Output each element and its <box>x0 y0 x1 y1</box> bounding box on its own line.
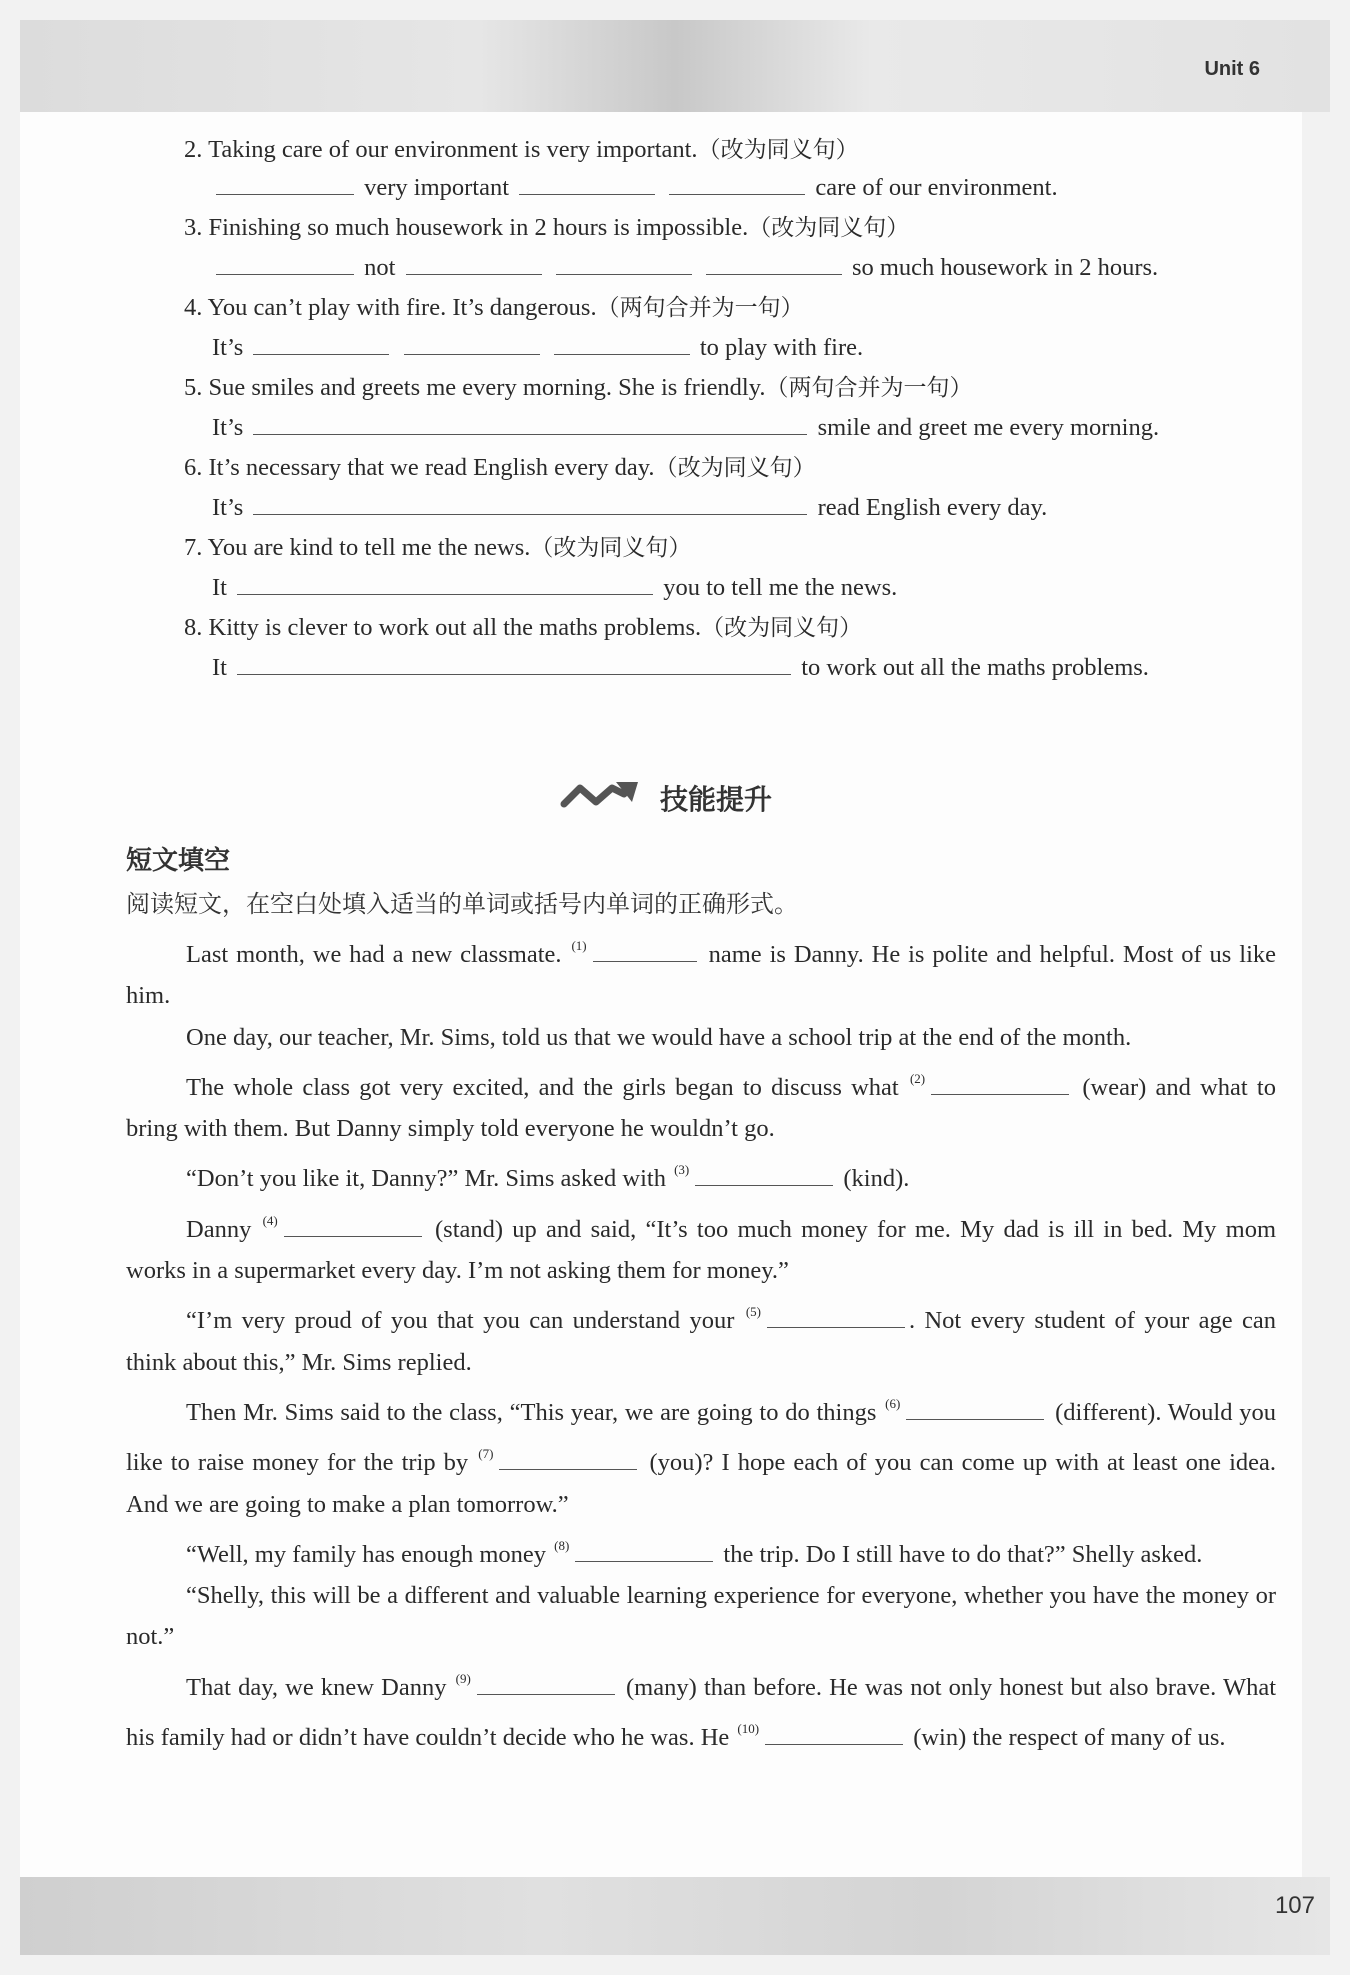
page-footer-band <box>20 1877 1330 1955</box>
cloze-blank[interactable] <box>477 1668 615 1695</box>
exercise-item: 4. You can’t play with fire. It’s dangerous.（两句合并为一句） <box>184 294 804 321</box>
answer-blank[interactable] <box>556 248 692 275</box>
answer-blank[interactable] <box>237 568 653 595</box>
cloze-blank[interactable] <box>931 1068 1069 1095</box>
passage-paragraph: Danny $^{(4)}$ (stand) up and said, “It’s too much money for me. My dad is ill in bed. My mom works in a supermarket every day. I’m not asking them for money.” <box>126 1200 1276 1292</box>
blank-number: (5) <box>745 1304 761 1320</box>
exercise-item: 5. Sue smiles and greets me every morning. She is friendly.（两句合并为一句） <box>184 374 973 401</box>
answer-blank[interactable] <box>216 248 354 275</box>
exercise-answer: It’s smile and greet me every morning. <box>212 408 1159 448</box>
passage-paragraph: One day, our teacher, Mr. Sims, told us that we would have a school trip at the end of the month. <box>186 1023 1132 1051</box>
cloze-heading: 短文填空 <box>126 846 231 876</box>
answer-blank[interactable] <box>253 328 389 355</box>
exercise-answer: very important care of our environment. <box>212 168 1058 208</box>
exercise-answer: It’s read English every day. <box>212 488 1047 528</box>
blank-number: (10) <box>737 1721 760 1737</box>
page-number: 107 <box>1274 1892 1315 1919</box>
cloze-blank[interactable] <box>767 1301 905 1328</box>
cloze-passage <box>126 925 1276 1758</box>
blank-number: (2) <box>909 1070 926 1086</box>
answer-blank[interactable] <box>406 248 542 275</box>
cloze-blank[interactable] <box>765 1718 903 1745</box>
blank-number: (8) <box>554 1537 570 1553</box>
cloze-blank[interactable] <box>695 1159 833 1186</box>
section-title: 技能提升 <box>560 775 772 821</box>
passage-paragraph: “Shelly, this will be a different and valuable learning experience for everyone, whether you have the money or not.” <box>126 1582 1276 1651</box>
exercise-answer: It to work out all the maths problems. <box>212 648 1149 688</box>
blank-number: (7) <box>478 1446 494 1462</box>
exercise-item: 6. It’s necessary that we read English every day.（改为同义句） <box>184 454 816 481</box>
passage-paragraph: “Well, my family has enough money $^{(8)}$ the trip. Do I still have to do that?” Shelly asked. <box>126 1525 1276 1575</box>
trend-up-arrow-icon <box>560 778 642 819</box>
blank-number: (6) <box>885 1395 901 1411</box>
cloze-blank[interactable] <box>575 1535 713 1562</box>
exercise-item: 3. Finishing so much housework in 2 hours is impossible.（改为同义句） <box>184 214 910 241</box>
passage-paragraph: The whole class got very excited, and the girls began to discuss what $^{(2)}$ (wear) and what to bring with them. But Danny simply told everyone he wouldn’t go. <box>126 1058 1276 1150</box>
passage-paragraph: Then Mr. Sims said to the class, “This year, we are going to do things $^{(6)}$ (different). Would you like to raise money for the trip by $^{(7)}$ (you)? I hope each of you can come up with at least one idea. And we are going to make a plan tomorrow.” <box>126 1383 1276 1525</box>
answer-blank[interactable] <box>669 168 805 195</box>
page-header-band <box>20 20 1330 112</box>
answer-blank[interactable] <box>554 328 690 355</box>
blank-number: (3) <box>674 1162 690 1178</box>
answer-blank[interactable] <box>706 248 842 275</box>
exercise-answer: not so much housework in 2 hours. <box>212 248 1158 288</box>
passage-paragraph: That day, we knew Danny $^{(9)}$ (many) than before. He was not only honest but also brave. What his family had or didn’t have couldn’t decide who he was. He $^{(10)}$ (win) the respect of many of us. <box>126 1658 1276 1759</box>
passage-paragraph: “Don’t you like it, Danny?” Mr. Sims asked with $^{(3)}$ (kind). <box>126 1149 1276 1199</box>
answer-blank[interactable] <box>253 408 807 435</box>
answer-blank[interactable] <box>519 168 655 195</box>
cloze-blank[interactable] <box>906 1393 1044 1420</box>
cloze-blank[interactable] <box>593 935 697 962</box>
cloze-instruction: 阅读短文，在空白处填入适当的单词或括号内单词的正确形式。 <box>126 890 798 918</box>
exercise-answer: It’s to play with fire. <box>212 328 863 368</box>
unit-label: Unit 6 <box>1204 58 1260 80</box>
cloze-blank[interactable] <box>284 1210 422 1237</box>
cloze-blank[interactable] <box>499 1443 637 1470</box>
answer-blank[interactable] <box>216 168 354 195</box>
exercise-item: 8. Kitty is clever to work out all the maths problems.（改为同义句） <box>184 614 863 641</box>
blank-number: (1) <box>571 938 587 953</box>
exercise-answer: It you to tell me the news. <box>212 568 897 608</box>
passage-paragraph: Last month, we had a new classmate. $^{(1)}$ name is Danny. He is polite and helpful. Most of us like him. <box>126 925 1276 1017</box>
blank-number: (4) <box>262 1212 278 1228</box>
answer-blank[interactable] <box>237 648 791 675</box>
exercise-item: 2. Taking care of our environment is very important.（改为同义句） <box>184 136 859 163</box>
answer-blank[interactable] <box>404 328 540 355</box>
blank-number: (9) <box>455 1670 471 1686</box>
exercise-item: 7. You are kind to tell me the news.（改为同义句） <box>184 534 692 561</box>
answer-blank[interactable] <box>253 488 807 515</box>
passage-paragraph: “I’m very proud of you that you can understand your $^{(5)}$ . Not every student of your age can think about this,” Mr. Sims replied. <box>126 1291 1276 1383</box>
